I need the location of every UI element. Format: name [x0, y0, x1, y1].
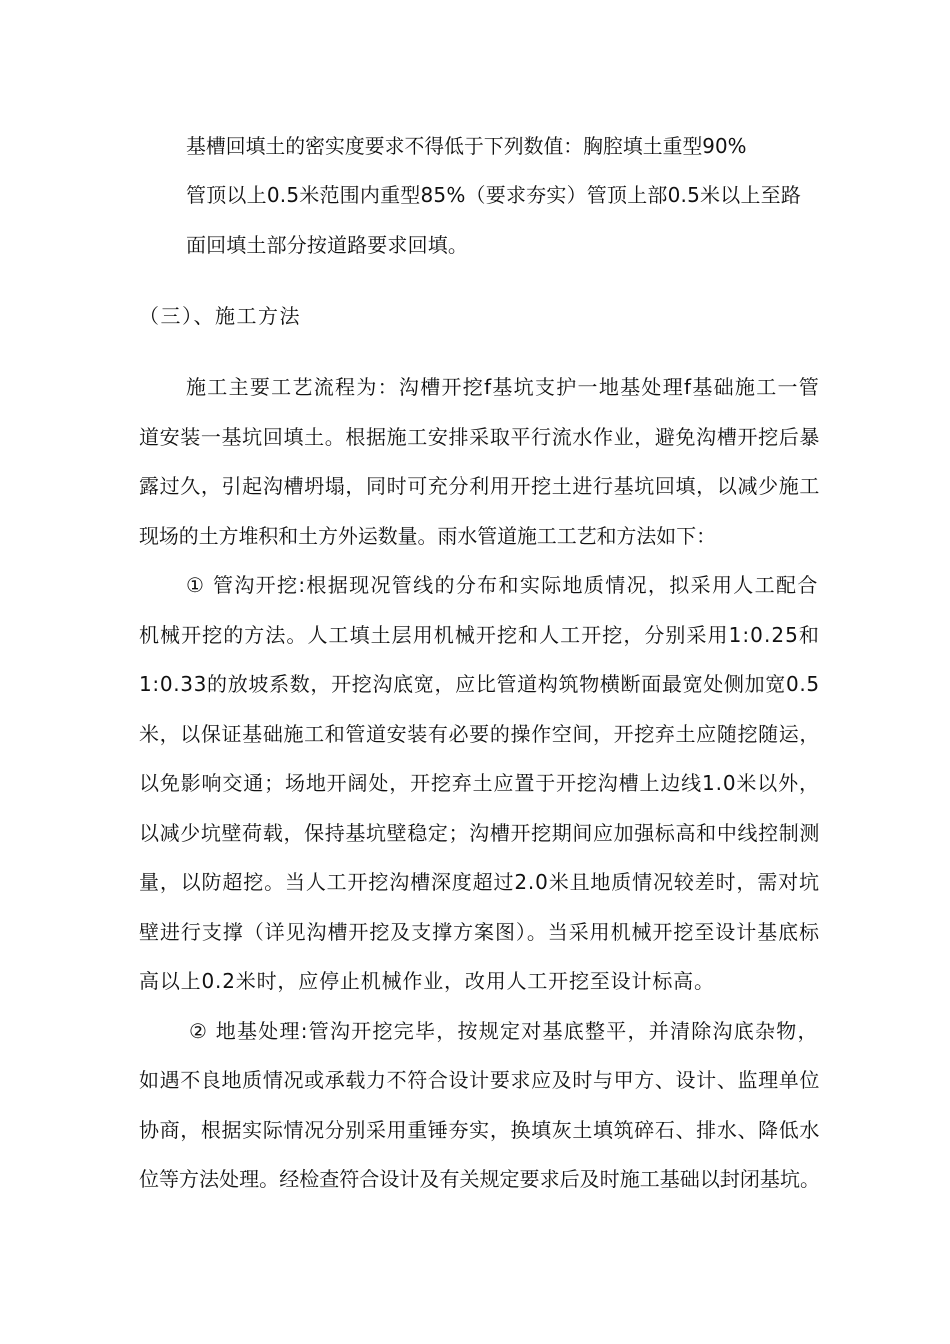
backfill-line-3: 面回填土部分按道路要求回填。 — [186, 233, 468, 257]
item2-line-2: 如遇不良地质情况或承载力不符合设计要求应及时与甲方、设计、监理单位 — [139, 1068, 820, 1092]
item1-line-2: 机械开挖的方法。人工填土层用机械开挖和人工开挖，分别采用1:0.25和 — [139, 623, 820, 647]
item1-line-9: 高以上0.2米时，应停止机械作业，改用人工开挖至设计标高。 — [139, 969, 715, 993]
intro-line-4: 现场的土方堆积和土方外运数量。雨水管道施工工艺和方法如下： — [139, 524, 716, 548]
intro-line-1: 施工主要工艺流程为：沟槽开挖f基坑支护一地基处理f基础施工一管 — [186, 375, 821, 399]
backfill-line-2: 管顶以上0.5米范围内重型85%（要求夯实）管顶上部0.5米以上至路 — [186, 183, 802, 207]
item1-line-7: 量，以防超挖。当人工开挖沟槽深度超过2.0米且地质情况较差时，需对坑 — [139, 870, 820, 894]
item1-line-6: 以减少坑壁荷载，保持基坑壁稳定；沟槽开挖期间应加强标高和中线控制测 — [139, 821, 820, 845]
section-heading: （三）、施工方法 — [139, 304, 301, 328]
item2-line-1: ② 地基处理:管沟开挖完毕，按规定对基底整平，并清除沟底杂物， — [189, 1019, 819, 1043]
item2-line-4: 位等方法处理。经检查符合设计及有关规定要求后及时施工基础以封闭基坑。 — [139, 1167, 820, 1191]
backfill-line-1: 基槽回填土的密实度要求不得低于下列数值：胸腔填土重型90% — [186, 134, 747, 158]
item1-line-3: 1:0.33的放坡系数，开挖沟底宽，应比管道构筑物横断面最宽处侧加宽0.5 — [139, 672, 820, 696]
item2-line-3: 协商，根据实际情况分别采用重锤夯实，换填灰土填筑碎石、排水、降低水 — [139, 1118, 820, 1142]
item1-line-8: 壁进行支撑（详见沟槽开挖及支撑方案图）。当采用机械开挖至设计基底标 — [139, 920, 820, 944]
intro-line-3: 露过久，引起沟槽坍塌，同时可充分利用开挖土进行基坑回填，以减少施工 — [139, 474, 820, 498]
item1-line-1: ① 管沟开挖:根据现况管线的分布和实际地质情况，拟采用人工配合 — [186, 573, 819, 597]
item1-line-5: 以免影响交通；场地开阔处，开挖弃土应置于开挖沟槽上边线1.0米以外， — [139, 771, 820, 795]
item1-line-4: 米，以保证基础施工和管道安装有必要的操作空间，开挖弃土应随挖随运， — [139, 722, 820, 746]
intro-line-2: 道安装一基坑回填土。根据施工安排采取平行流水作业，避免沟槽开挖后暴 — [139, 425, 820, 449]
